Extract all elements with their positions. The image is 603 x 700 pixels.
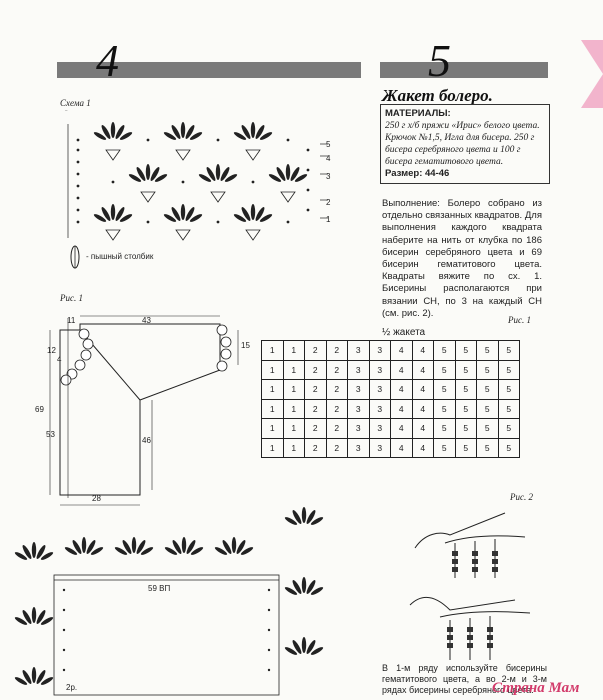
grid-cell: 5 bbox=[498, 360, 520, 380]
border-row-label: 2р. bbox=[66, 683, 78, 692]
grid-cell: 3 bbox=[369, 438, 391, 458]
grid-cell: 2 bbox=[326, 438, 348, 458]
grid-cell: 5 bbox=[477, 419, 499, 439]
grid-cell: 5 bbox=[477, 438, 499, 458]
grid-cell: 1 bbox=[283, 380, 305, 400]
hook-beads-illustration-top bbox=[405, 503, 555, 583]
grid-cell: 1 bbox=[283, 360, 305, 380]
grid-cell: 5 bbox=[498, 438, 520, 458]
grid-cell: 5 bbox=[434, 438, 456, 458]
grid-cell: 5 bbox=[455, 438, 477, 458]
grid-cell: 5 bbox=[477, 380, 499, 400]
dim-inner: 46 bbox=[142, 436, 151, 445]
grid-row bbox=[262, 380, 520, 400]
grid-cell: 2 bbox=[305, 380, 327, 400]
grid-cell: 5 bbox=[434, 341, 456, 361]
scheme-row-number: 4 bbox=[326, 154, 331, 163]
grid-cell: 3 bbox=[348, 399, 370, 419]
grid-cell: 2 bbox=[326, 380, 348, 400]
site-watermark: Страна Мам bbox=[492, 680, 580, 696]
grid-row bbox=[262, 438, 520, 458]
grid-cell: 4 bbox=[412, 399, 434, 419]
grid-cell: 1 bbox=[262, 399, 284, 419]
grid-cell: 3 bbox=[348, 419, 370, 439]
grid-cell: 5 bbox=[477, 360, 499, 380]
right-page-number: 5 bbox=[428, 35, 451, 86]
grid-cell: 1 bbox=[283, 399, 305, 419]
grid-cell: 2 bbox=[305, 360, 327, 380]
left-page-number: 4 bbox=[96, 35, 119, 86]
legend-text: - пышный столбик bbox=[86, 252, 154, 261]
grid-cell: 4 bbox=[391, 360, 413, 380]
pink-corner-tab bbox=[581, 40, 603, 108]
grid-cell: 4 bbox=[391, 438, 413, 458]
grid-cell: 2 bbox=[326, 419, 348, 439]
scheme-row-number: 3 bbox=[326, 172, 331, 181]
dim-total-height: 69 bbox=[35, 405, 44, 414]
instructions-text: Выполнение: Болеро собрано из отдельно связанных квадратов. Для выполнения каждого квадрата наберите на нить от клубка по 186 бисерин серебряного цвета и 69 бисерин гематитового цвета. Квадраты вяжите по сх. 1. Бисерины располагаются при вязании СН, по 3 на каждый СН (см. рис. 2). bbox=[382, 198, 542, 319]
scheme-row-number: 2 bbox=[326, 198, 331, 207]
bolero-pattern-drawing bbox=[40, 310, 255, 515]
scheme-row-number: 1 bbox=[326, 215, 331, 224]
grid-cell: 1 bbox=[283, 438, 305, 458]
grid-cell: 5 bbox=[434, 380, 456, 400]
grid-cell: 4 bbox=[412, 438, 434, 458]
puff-stitch-icon bbox=[68, 244, 82, 270]
grid-cell: 3 bbox=[369, 380, 391, 400]
grid-cell: 1 bbox=[262, 438, 284, 458]
materials-box bbox=[380, 104, 550, 184]
fig1-right-label: Рис. 1 bbox=[508, 315, 531, 325]
grid-cell: 5 bbox=[434, 360, 456, 380]
dim-left-upper: 12 bbox=[47, 346, 56, 355]
grid-cell: 1 bbox=[262, 380, 284, 400]
grid-title: ½ жакета bbox=[382, 327, 426, 338]
grid-cell: 3 bbox=[348, 341, 370, 361]
grid-cell: 3 bbox=[369, 419, 391, 439]
scheme-label: Схема 1 bbox=[60, 98, 91, 108]
grid-cell: 5 bbox=[498, 341, 520, 361]
grid-cell: 2 bbox=[326, 399, 348, 419]
grid-cell: 3 bbox=[369, 399, 391, 419]
grid-cell: 2 bbox=[326, 360, 348, 380]
grid-cell: 1 bbox=[262, 360, 284, 380]
grid-row bbox=[262, 360, 520, 380]
dim-left-lower: 53 bbox=[46, 430, 55, 439]
grid-cell: 5 bbox=[434, 399, 456, 419]
grid-cell: 2 bbox=[305, 438, 327, 458]
grid-cell: 5 bbox=[455, 360, 477, 380]
bottom-note-text: В 1-м ряду используйте бисерины гематитового цвета, а во 2-м и 3-м рядах бисерины серебряного цвета. bbox=[382, 663, 547, 695]
hook-beads-illustration-bottom bbox=[405, 585, 555, 665]
grid-cell: 1 bbox=[283, 419, 305, 439]
grid-cell: 5 bbox=[477, 341, 499, 361]
dim-left-second: 4 bbox=[57, 355, 62, 364]
grid-cell: 3 bbox=[369, 360, 391, 380]
size-text: Размер: 44-46 bbox=[385, 168, 450, 179]
border-scheme-diagram bbox=[14, 500, 344, 698]
materials-text: 250 г х/б пряжи «Ирис» белого цвета. Крючок №1,5, Игла для бисера. 250 г бисера серебряного цвета и 100 г бисера гематитового цвета. bbox=[385, 121, 540, 167]
fig1-left-label: Рис. 1 bbox=[60, 293, 83, 303]
article-title: Жакет болеро. bbox=[382, 86, 493, 105]
grid-cell: 5 bbox=[455, 419, 477, 439]
grid-cell: 1 bbox=[262, 419, 284, 439]
grid-cell: 2 bbox=[326, 341, 348, 361]
dim-bottom: 28 bbox=[92, 494, 101, 503]
fig2-label: Рис. 2 bbox=[510, 492, 533, 502]
grid-cell: 4 bbox=[391, 419, 413, 439]
grid-cell: 5 bbox=[477, 399, 499, 419]
grid-cell: 4 bbox=[391, 341, 413, 361]
grid-cell: 5 bbox=[455, 341, 477, 361]
grid-cell: 2 bbox=[305, 399, 327, 419]
materials-header: МАТЕРИАЛЫ: bbox=[385, 108, 451, 119]
grid-cell: 4 bbox=[412, 419, 434, 439]
right-header-band bbox=[380, 62, 548, 78]
grid-cell: 5 bbox=[434, 419, 456, 439]
grid-cell: 3 bbox=[348, 360, 370, 380]
grid-cell: 1 bbox=[262, 341, 284, 361]
grid-cell: 5 bbox=[498, 419, 520, 439]
grid-cell: 1 bbox=[283, 341, 305, 361]
grid-cell: 4 bbox=[412, 341, 434, 361]
scheme-row-number: 5 bbox=[326, 140, 331, 149]
grid-cell: 5 bbox=[455, 399, 477, 419]
dim-top: 43 bbox=[142, 316, 151, 325]
grid-cell: 4 bbox=[412, 360, 434, 380]
grid-cell: 2 bbox=[305, 419, 327, 439]
grid-row bbox=[262, 399, 520, 419]
grid-cell: 3 bbox=[369, 341, 391, 361]
grid-row bbox=[262, 341, 520, 361]
grid-cell: 5 bbox=[455, 380, 477, 400]
grid-cell: 4 bbox=[391, 399, 413, 419]
grid-cell: 4 bbox=[412, 380, 434, 400]
dim-top-left: 11 bbox=[67, 316, 76, 325]
grid-cell: 3 bbox=[348, 380, 370, 400]
grid-cell: 3 bbox=[348, 438, 370, 458]
dim-sleeve: 15 bbox=[241, 341, 250, 350]
grid-cell: 2 bbox=[305, 341, 327, 361]
grid-cell: 5 bbox=[498, 399, 520, 419]
grid-cell: 5 bbox=[498, 380, 520, 400]
bolero-square-grid bbox=[261, 340, 520, 458]
border-chain-label: 59 ВП bbox=[148, 584, 171, 593]
grid-cell: 4 bbox=[391, 380, 413, 400]
scheme-1-diagram bbox=[58, 110, 348, 248]
grid-row bbox=[262, 419, 520, 439]
